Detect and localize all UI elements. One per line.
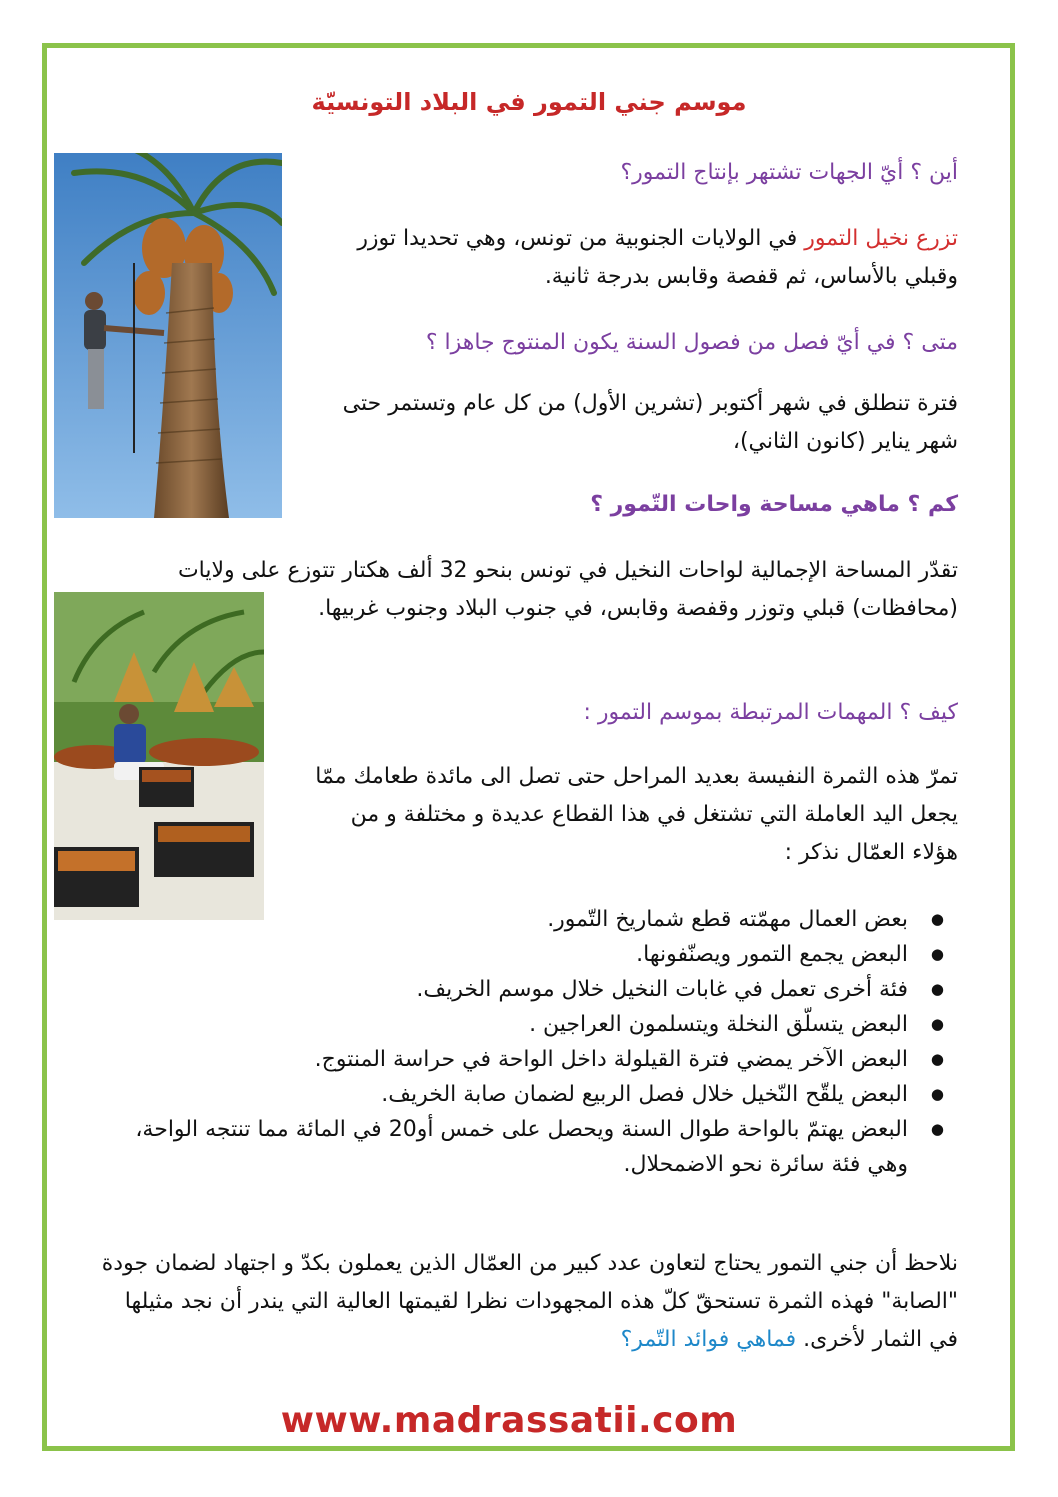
question-where: أين ؟ أيّ الجهات تشتهر بإنتاج التمور؟ <box>620 160 958 185</box>
list-item: ● البعض يلقّح النّخيل خلال فصل الربيع لضمان صابة الخريف. <box>108 1077 948 1112</box>
list-item: ● فئة أخرى تعمل في غابات النخيل خلال موسم الخريف. <box>108 972 948 1007</box>
question-when: متى ؟ في أيّ فصل من فصول السنة يكون المنتوج جاهزا ؟ <box>425 330 958 355</box>
answer-how-much: تقدّر المساحة الإجمالية لواحات النخيل في تونس بنحو 32 ألف هكتار تتوزع على ولايات (محافظات) قبلي وتوزر وقفصة وقابس، في جنوب البلاد وجنوب غربيها. <box>177 558 958 621</box>
conclusion-text: نلاحظ أن جني التمور يحتاج لتعاون عدد كبير من العمّال الذين يعملون بكدّ و اجتهاد لضمان جودة "الصابة" فهذه الثمرة تستحقّ كلّ هذه المجهودات نظرا لقيمتها العالية التي يندر أن نجد مثيلها في الثمار لأخرى. <box>101 1251 958 1352</box>
palm-climber-photo <box>54 153 282 518</box>
site-url[interactable]: www.madrassatii.com <box>280 1400 738 1441</box>
date-sorting-photo <box>54 592 264 920</box>
question-how: كيف ؟ المهمات المرتبطة بموسم التمور : <box>583 700 958 725</box>
list-item: ● بعض العمال مهمّته قطع شماريخ التّمور. <box>108 902 948 937</box>
conclusion <box>98 1245 958 1359</box>
answer-how-intro: تمرّ هذه الثمرة النفيسة بعديد المراحل حتى تصل الى مائدة طعامك ممّا يجعل اليد العاملة التي تشتغل في هذا القطاع عديدة و مختلفة و من هؤلاء العمّال نذكر : <box>315 764 958 865</box>
list-item: ● البعض يجمع التمور ويصنّفونها. <box>108 937 948 972</box>
question-how-much: كم ؟ ماهي مساحة واحات التّمور ؟ <box>590 492 958 517</box>
answer-when: فترة تنطلق في شهر أكتوبر (تشرين الأول) من كل عام وتستمر حتى شهر يناير (كانون الثاني)، <box>342 391 958 454</box>
benefits-link[interactable]: فماهي فوائد التّمر؟ <box>620 1327 797 1352</box>
answer-where <box>318 220 958 296</box>
page-title: موسم جني التمور في البلاد التونسيّة <box>311 88 747 116</box>
list-item: ● البعض يتسلّق النخلة ويتسلمون العراجين . <box>108 1007 948 1042</box>
list-item: ● البعض الآخر يمضي فترة القيلولة داخل الواحة في حراسة المنتوج. <box>108 1042 948 1077</box>
list-item: ● البعض يهتمّ بالواحة طوال السنة ويحصل على خمس أو20 في المائة مما تنتجه الواحة، وهي فئة سائرة نحو الاضمحلال. <box>108 1112 948 1182</box>
tasks-list <box>108 902 948 1182</box>
answer-where-highlight: تزرع نخيل التمور <box>804 226 958 251</box>
answer-where-text: في الولايات الجنوبية من تونس، وهي تحديدا توزر وقبلي بالأساس، ثم قفصة وقابس بدرجة ثانية. <box>357 226 958 289</box>
